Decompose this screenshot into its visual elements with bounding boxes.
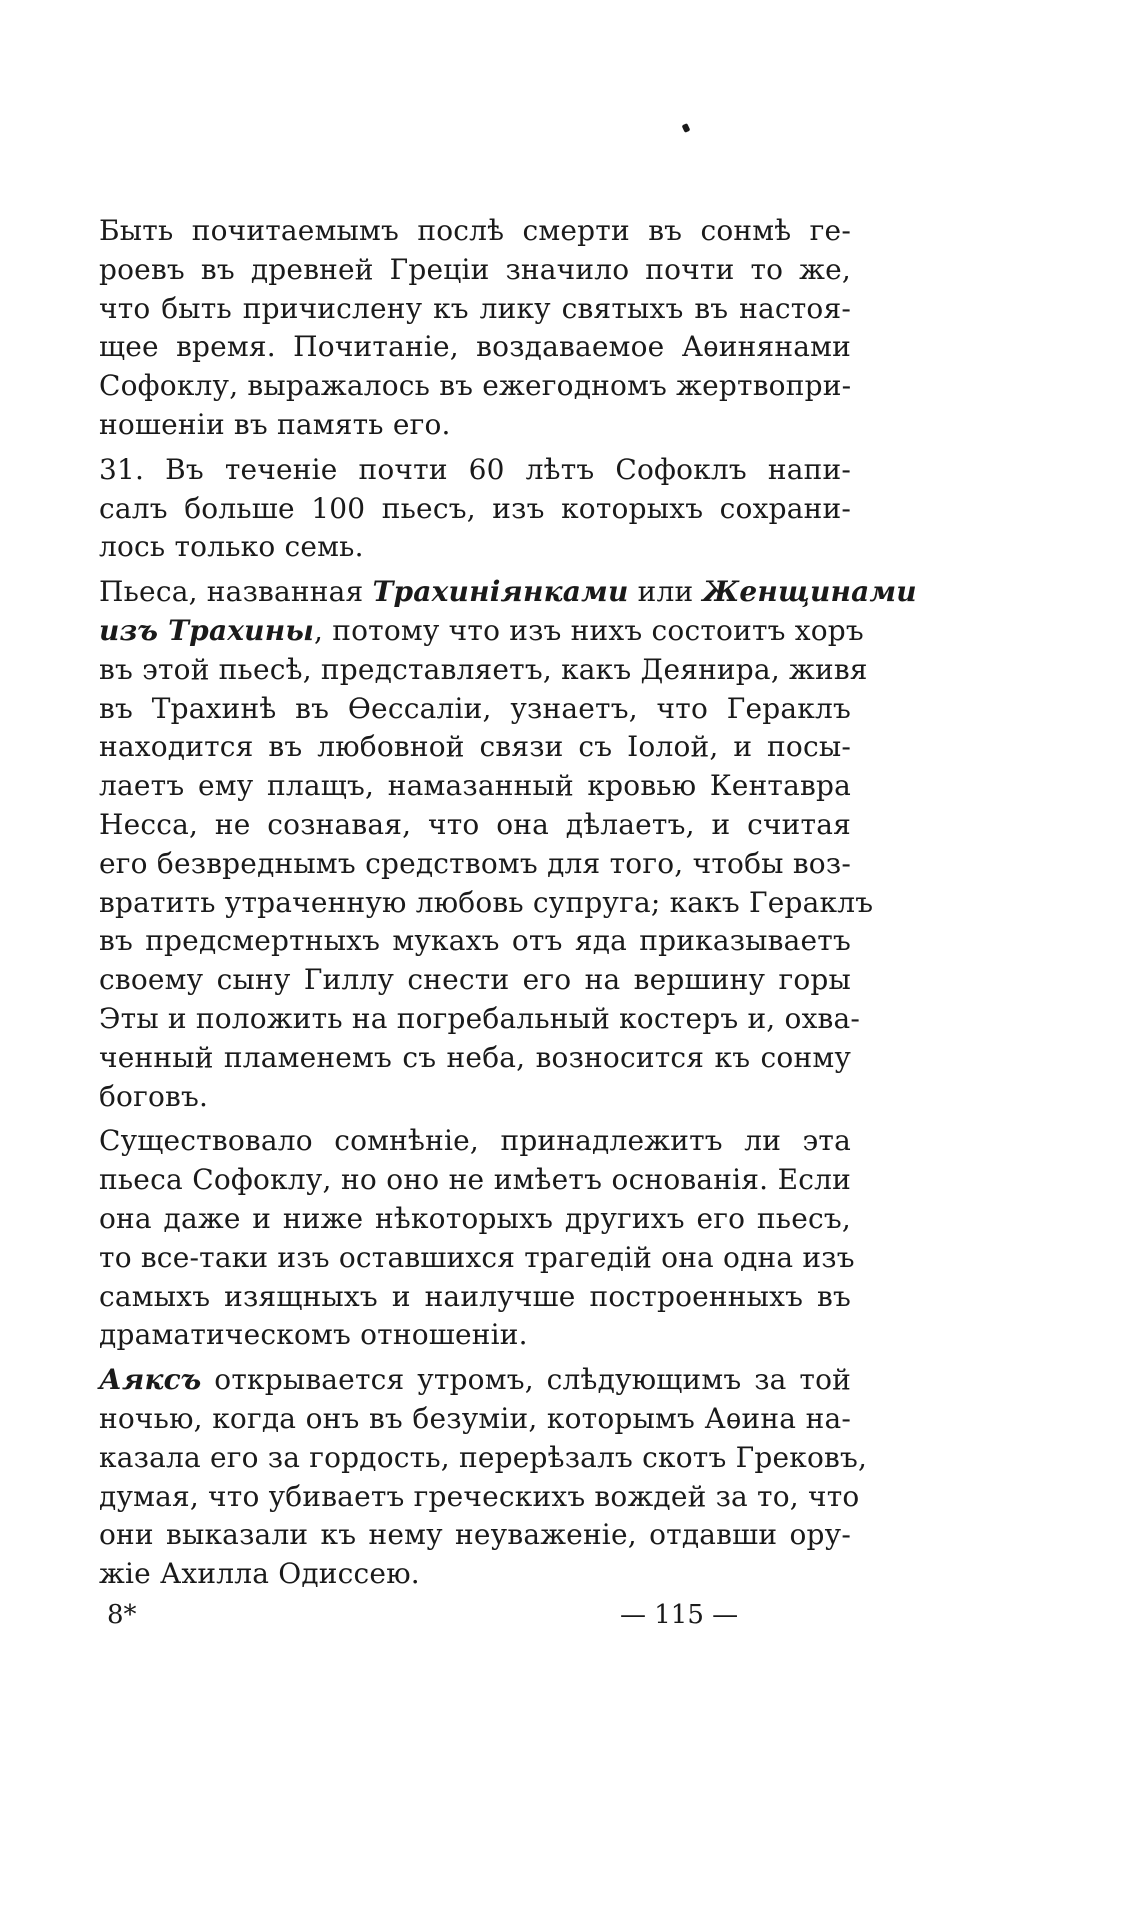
text-line: она даже и ниже нѣкоторыхъ другихъ его пьесъ, [99, 1201, 851, 1235]
text-line: щее время. Почитаніе, воздаваемое Аѳинянами [99, 330, 851, 364]
text-line [99, 573, 917, 612]
text-line: Софоклу, выражалось въ ежегодномъ жертвопри- [99, 369, 852, 403]
print-mark [682, 123, 691, 133]
text-line: Существовало сомнѣніе, принадлежитъ ли эта [99, 1124, 851, 1158]
text-line: находится въ любовной связи съ Іолой, и посы- [99, 730, 851, 764]
text-run: открывается утромъ, слѣдующимъ за той [201, 1363, 851, 1397]
text-line: своему сыну Гиллу снести его на вершину горы [99, 963, 851, 997]
text-line: что быть причислену къ лику святыхъ въ настоя- [99, 291, 851, 325]
text-line [99, 1361, 851, 1400]
text-line: ченный пламенемъ съ неба, возносится къ сонму [99, 1040, 851, 1074]
text-line: лось только семь. [99, 530, 364, 564]
body-text [99, 212, 917, 1594]
text-line: Быть почитаемымъ послѣ смерти въ сонмѣ ге- [99, 214, 851, 247]
text-line: вратить утраченную любовь супруга; какъ Гераклъ [99, 885, 874, 919]
text-line [99, 612, 864, 651]
italic-title: Аяксъ [99, 1363, 202, 1397]
italic-title: изъ Трахины [99, 613, 315, 647]
text-line: ночью, когда онъ въ безуміи, которымъ Аѳина на- [99, 1401, 851, 1435]
text-line: жіе Ахилла Одиссею. [99, 1557, 420, 1591]
italic-title: Трахиніянками [372, 575, 629, 609]
text-line: пьеса Софоклу, но оно не имѣетъ основанія. Если [99, 1163, 851, 1197]
text-line: думая, что убиваетъ греческихъ вождей за то, что [99, 1479, 860, 1513]
text-run: Пьеса, названная [99, 575, 373, 609]
text-line: его безвреднымъ средствомъ для того, чтобы воз- [99, 846, 851, 880]
text-line: то все-таки изъ оставшихся трагедій она одна изъ [99, 1240, 855, 1274]
text-line: лаетъ ему плащъ, намазанный кровью Кентавра [99, 769, 851, 803]
text-line: въ этой пьесѣ, представляетъ, какъ Деянира, живя [99, 652, 868, 686]
text-line: боговъ. [99, 1079, 209, 1113]
text-line: 31. Въ теченіе почти 60 лѣтъ Софоклъ напи- [99, 452, 851, 486]
text-line: они выказали къ нему неуваженіе, отдавши ору- [99, 1518, 851, 1552]
text-line: Эты и положить на погребальный костеръ и, охва- [99, 1001, 861, 1035]
text-line: самыхъ изящныхъ и наилучше построенныхъ въ [99, 1279, 851, 1313]
signature-mark: 8* [107, 1600, 137, 1630]
page-number: — 115 — [620, 1600, 739, 1630]
text-line: казала его за гордость, перерѣзалъ скотъ Грековъ, [99, 1440, 868, 1474]
italic-title: Женщинами [702, 575, 917, 609]
text-line: салъ больше 100 пьесъ, изъ которыхъ сохрани- [99, 491, 851, 525]
text-line: ношеніи въ память его. [99, 407, 451, 441]
text-run: , потому что изъ нихъ состоитъ хоръ [314, 613, 864, 647]
text-line: драматическомъ отношеніи. [99, 1318, 528, 1352]
text-line: Несса, не сознавая, что она дѣлаетъ, и считая [99, 807, 851, 841]
text-line: въ предсмертныхъ мукахъ отъ яда приказываетъ [99, 924, 851, 958]
text-line: въ Трахинѣ въ Ѳессаліи, узнаетъ, что Гераклъ [99, 691, 851, 725]
text-line: роевъ въ древней Греціи значило почти то же, [99, 252, 851, 286]
text-run: или [628, 575, 703, 609]
